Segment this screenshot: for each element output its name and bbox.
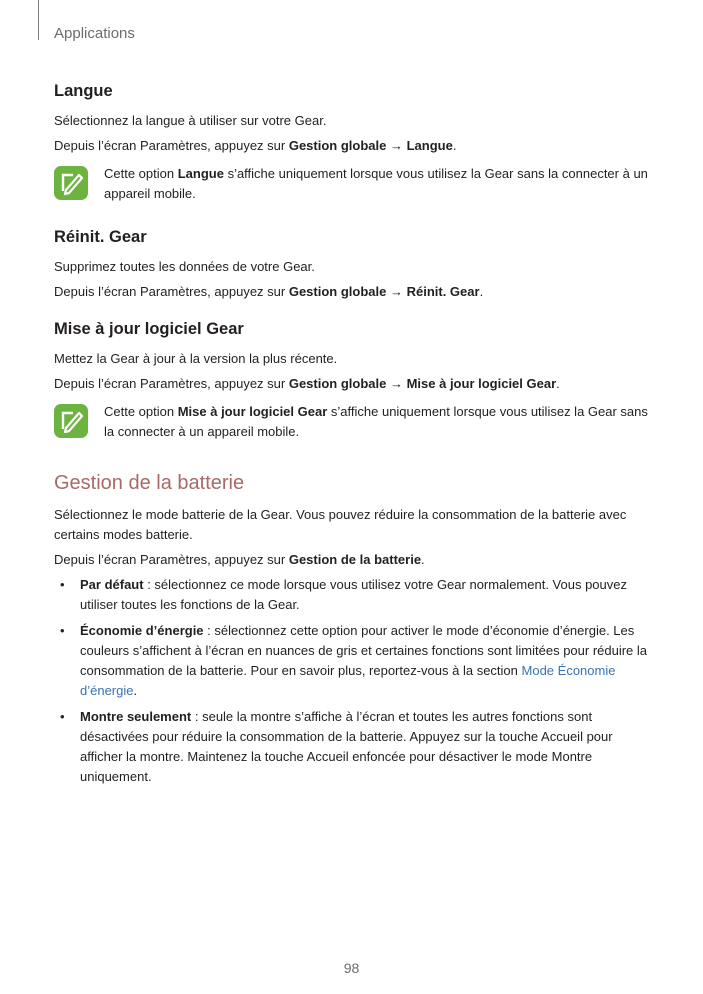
list-item: • Montre seulement : seule la montre s’affiche à l’écran et toutes les autres fonctions sont désactivées pour réduire la consommation de la batterie. Appuyez sur la touche Accueil pour afficher la montre. Maintenez la touche Accueil enfoncée pour désactiver le mode Montre uniquement. bbox=[60, 709, 613, 784]
header-rule bbox=[38, 0, 39, 40]
mode-economie-link[interactable]: Mode Économie d’énergie bbox=[80, 663, 616, 698]
langue-note-text: Cette option Langue s’affiche uniquement lorsque vous utilisez la Gear sans la connecter à un appareil mobile. bbox=[104, 166, 648, 201]
section-reinit bbox=[54, 228, 649, 302]
maj-path: Depuis l’écran Paramètres, appuyez sur Gestion globale → Mise à jour logiciel Gear. bbox=[54, 376, 560, 391]
reinit-desc: Supprimez toutes les données de votre Gear. bbox=[54, 259, 315, 274]
note-pencil-icon bbox=[54, 166, 88, 200]
maj-note-text: Cette option Mise à jour logiciel Gear s’affiche uniquement lorsque vous utilisez la Gear sans la connecter à un appareil mobile. bbox=[104, 404, 648, 439]
section-langue bbox=[54, 82, 649, 204]
header-title: Applications bbox=[54, 25, 135, 42]
batterie-desc: Sélectionnez le mode batterie de la Gear. Vous pouvez réduire la consommation de la batterie avec certains modes batterie. bbox=[54, 507, 627, 542]
batterie-mode-list bbox=[54, 575, 649, 787]
batterie-path: Depuis l’écran Paramètres, appuyez sur Gestion de la batterie. bbox=[54, 552, 425, 567]
langue-note bbox=[54, 164, 649, 204]
reinit-title: Réinit. Gear bbox=[54, 228, 147, 246]
section-maj bbox=[54, 320, 649, 442]
maj-desc: Mettez la Gear à jour à la version la plus récente. bbox=[54, 351, 338, 366]
reinit-path: Depuis l’écran Paramètres, appuyez sur Gestion globale → Réinit. Gear. bbox=[54, 284, 484, 299]
page-content bbox=[54, 82, 649, 811]
maj-title: Mise à jour logiciel Gear bbox=[54, 320, 244, 338]
list-item: • Par défaut : sélectionnez ce mode lorsque vous utilisez votre Gear normalement. Vous pouvez utiliser toutes les fonctions de la Gear. bbox=[60, 577, 627, 612]
maj-note bbox=[54, 402, 649, 442]
batterie-title: Gestion de la batterie bbox=[54, 472, 245, 494]
section-batterie bbox=[54, 472, 649, 787]
list-item: • Économie d’énergie : sélectionnez cette option pour activer le mode d’économie d’énergie. Les couleurs s’affichent à l’écran en nuances de gris et certaines fonctions sont limitées pour réduire la consommation de la batterie. Pour en savoir plus, reportez-vous à la section Mode Économie d’énergie. bbox=[60, 623, 648, 698]
note-pencil-icon bbox=[54, 404, 88, 438]
langue-path: Depuis l’écran Paramètres, appuyez sur Gestion globale → Langue. bbox=[54, 138, 457, 153]
langue-title: Langue bbox=[54, 82, 113, 100]
langue-desc: Sélectionnez la langue à utiliser sur votre Gear. bbox=[54, 113, 327, 128]
page-number: 98 bbox=[343, 960, 360, 976]
